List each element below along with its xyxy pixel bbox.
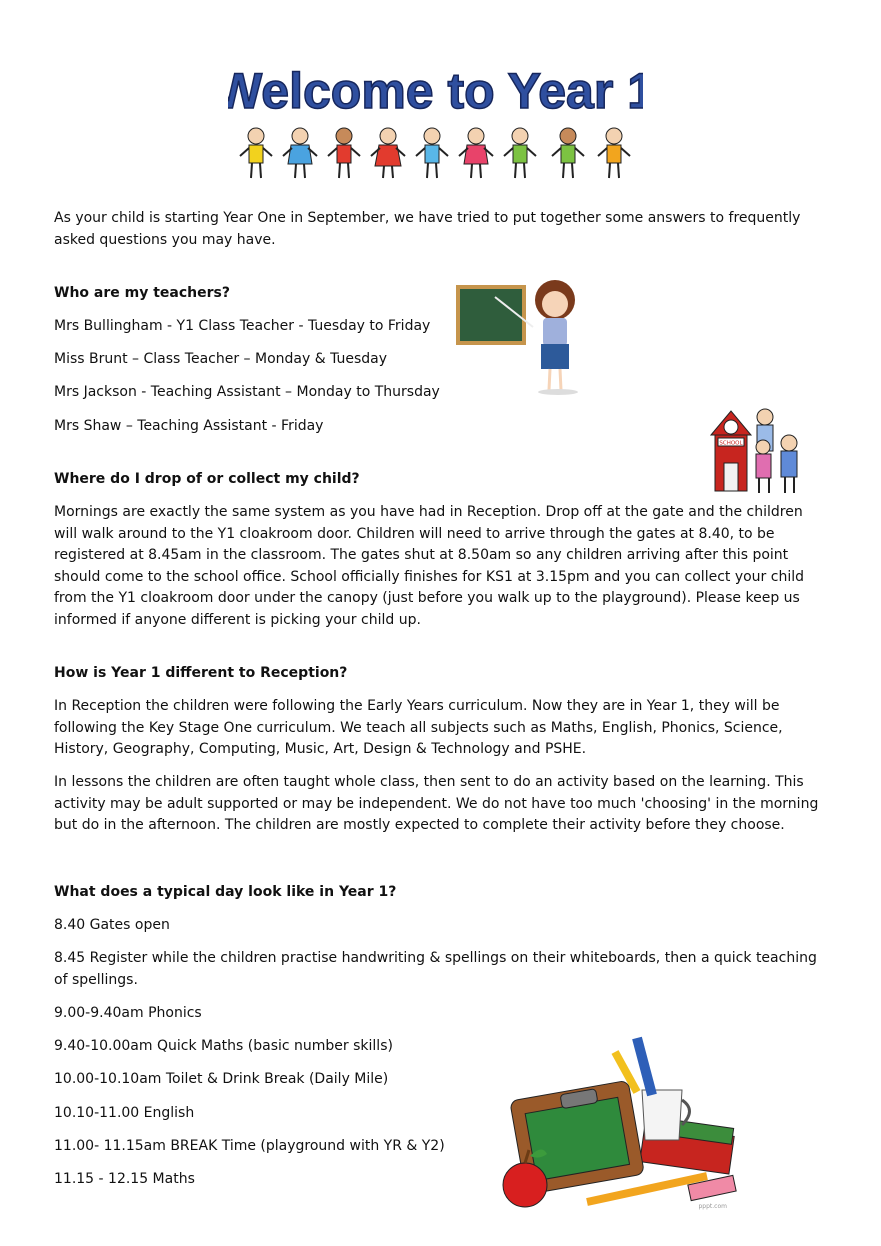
dropoff-heading: Where do I drop of or collect my child? (54, 471, 360, 487)
teacher-item: Mrs Bullingham - Y1 Class Teacher - Tuesday to Friday (54, 318, 431, 334)
day-item: 9.00-9.40am Phonics (54, 1005, 202, 1021)
school-children-illustration (707, 405, 807, 497)
school-sign: SCHOOL (719, 440, 743, 447)
day-item: 11.15 - 12.15 Maths (54, 1171, 195, 1187)
day-item: 9.40-10.00am Quick Maths (basic number skills) (54, 1038, 393, 1054)
difference-paragraph-2: In lessons the children are often taught whole class, then sent to do an activity based on the learning. This activity may be adult supported or may be independent. We do not have too much 'choosing' in the morning but do in the afternoon. The children are mostly expected to complete their activity before they choose. (54, 774, 819, 833)
difference-paragraph-1: In Reception the children were following the Early Years curriculum. Now they are in Year 1, they will be following the Key Stage One curriculum. We teach all subjects such as Maths, English, Phonics, Science, History, Geography, Computing, Music, Art, Design & Technology and PSHE. (54, 698, 783, 757)
school-supplies-illustration (497, 1030, 745, 1212)
intro-paragraph: As your child is starting Year One in September, we have tried to put together some answers to frequently asked questions you may have. (54, 210, 801, 248)
day-item: 8.40 Gates open (54, 917, 170, 933)
supplies-credit: pppt.com (698, 1203, 727, 1210)
teachers-heading: Who are my teachers? (54, 285, 230, 301)
teacher-item: Mrs Jackson - Teaching Assistant – Monday to Thursday (54, 384, 440, 400)
banner-title: Welcome to Year 1 (228, 63, 643, 119)
day-heading: What does a typical day look like in Year 1? (54, 884, 397, 900)
teacher-item: Miss Brunt – Class Teacher – Monday & Tuesday (54, 351, 388, 367)
children-row-illustration (240, 128, 630, 178)
day-item: 10.00-10.10am Toilet & Drink Break (Daily Mile) (54, 1071, 389, 1087)
dropoff-paragraph: Mornings are exactly the same system as you have had in Reception. Drop off at the gate and the children will walk around to the Y1 cloakroom door. Children will need to arrive through the gates at 8.40, to be registered at 8.45am in the classroom. The gates shut at 8.50am so any children arriving after this point should come to the school office. School officially finishes for KS1 at 3.15pm and you can collect your child from the Y1 cloakroom door under the canopy (just before you walk up to the playground). Please keep us informed if anyone different is picking your child up. (54, 504, 804, 628)
day-item: 11.00- 11.15am BREAK Time (playground with YR & Y2) (54, 1138, 445, 1154)
teacher-chalkboard-illustration (455, 272, 585, 398)
welcome-banner (228, 56, 643, 188)
day-item: 8.45 Register while the children practise handwriting & spellings on their whiteboards, then a quick teaching of spellings. (54, 950, 817, 988)
teacher-item: Mrs Shaw – Teaching Assistant - Friday (54, 418, 324, 434)
day-item: 10.10-11.00 English (54, 1105, 195, 1121)
difference-heading: How is Year 1 different to Reception? (54, 665, 348, 681)
